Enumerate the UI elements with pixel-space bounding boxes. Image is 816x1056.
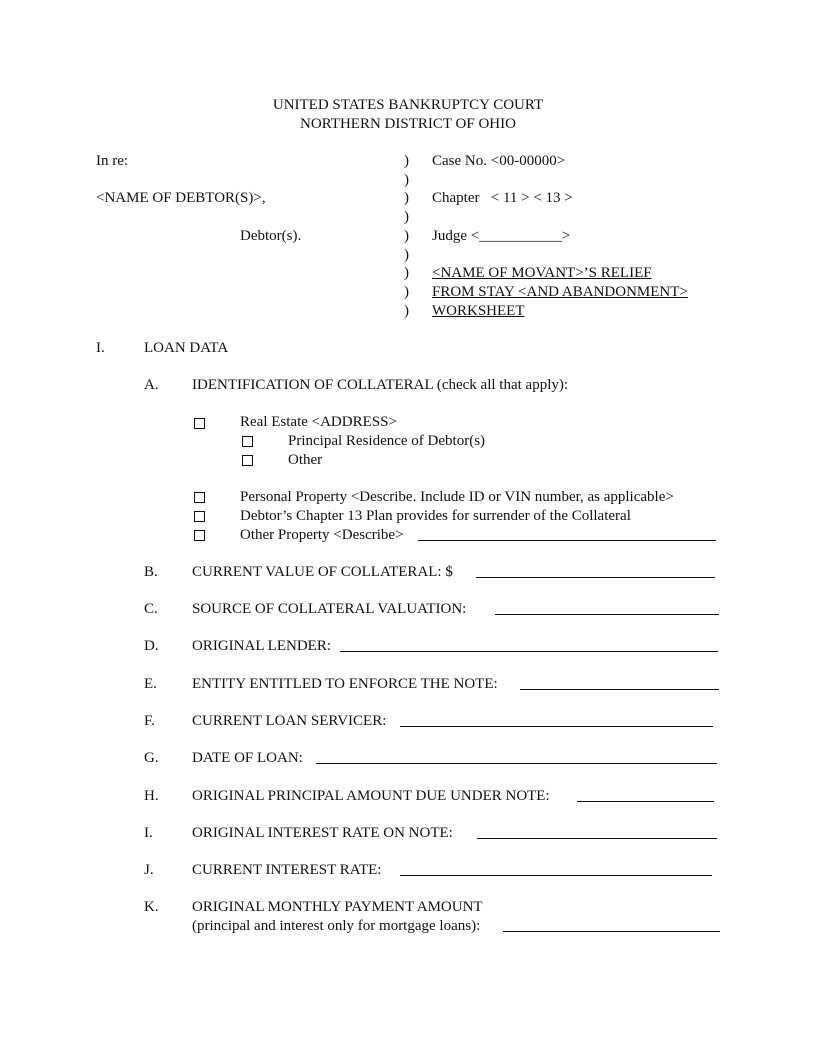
other-property-label: Other Property <Describe> <box>240 527 404 543</box>
collateral-identification-label: IDENTIFICATION OF COLLATERAL (check all that apply): <box>192 377 569 393</box>
monthly-payment-sublabel: (principal and interest only for mortgage loans): <box>192 918 481 934</box>
current-interest-rate-blank[interactable] <box>400 861 712 876</box>
item-letter: C. <box>144 601 158 617</box>
worksheet-title-line-1: <NAME OF MOVANT>’S RELIEF <box>432 265 652 281</box>
monthly-payment-blank[interactable] <box>503 917 720 932</box>
real-estate-checkbox[interactable] <box>194 418 205 429</box>
principal-residence-label: Principal Residence of Debtor(s) <box>288 433 486 449</box>
principal-residence-checkbox[interactable] <box>242 436 253 447</box>
caption-paren: ) <box>404 247 409 263</box>
personal-property-checkbox[interactable] <box>194 492 205 503</box>
loan-date-label: DATE OF LOAN: <box>192 750 303 766</box>
other-real-estate-checkbox[interactable] <box>242 455 253 466</box>
valuation-source-label: SOURCE OF COLLATERAL VALUATION: <box>192 601 467 617</box>
in-re-label: In re: <box>96 153 129 169</box>
other-property-blank[interactable] <box>418 526 716 541</box>
judge: Judge <___________> <box>432 228 571 244</box>
entity-enforce-note-blank[interactable] <box>520 675 719 690</box>
item-letter: K. <box>144 899 159 915</box>
surrender-label: Debtor’s Chapter 13 Plan provides for surrender of the Collateral <box>240 508 631 524</box>
surrender-checkbox[interactable] <box>194 511 205 522</box>
debtor-label: Debtor(s). <box>240 228 302 244</box>
loan-date-blank[interactable] <box>316 749 717 764</box>
item-letter: F. <box>144 713 155 729</box>
section-title: LOAN DATA <box>144 340 229 356</box>
item-letter: H. <box>144 788 159 804</box>
caption-paren: ) <box>404 284 409 300</box>
other-property-checkbox[interactable] <box>194 530 205 541</box>
original-lender-blank[interactable] <box>340 637 718 652</box>
original-lender-label: ORIGINAL LENDER: <box>192 638 332 654</box>
caption-paren: ) <box>404 209 409 225</box>
original-interest-rate-label: ORIGINAL INTEREST RATE ON NOTE: <box>192 825 453 841</box>
loan-servicer-label: CURRENT LOAN SERVICER: <box>192 713 387 729</box>
principal-amount-blank[interactable] <box>577 787 714 802</box>
loan-servicer-blank[interactable] <box>400 712 713 727</box>
personal-property-label: Personal Property <Describe. Include ID or VIN number, as applicable> <box>240 489 674 505</box>
item-letter: G. <box>144 750 159 766</box>
worksheet-title-line-3: WORKSHEET <box>432 303 525 319</box>
court-name: UNITED STATES BANKRUPTCY COURT <box>272 97 544 113</box>
collateral-value-blank[interactable] <box>476 563 715 578</box>
chapter: Chapter < 11 > < 13 > <box>432 190 573 206</box>
item-letter: E. <box>144 676 157 692</box>
caption-paren: ) <box>404 153 409 169</box>
valuation-source-blank[interactable] <box>495 600 719 615</box>
real-estate-label: Real Estate <ADDRESS> <box>240 414 397 430</box>
caption-paren: ) <box>404 228 409 244</box>
district-name: NORTHERN DISTRICT OF OHIO <box>300 116 516 132</box>
worksheet-title-line-2: FROM STAY <AND ABANDONMENT> <box>432 284 688 300</box>
principal-amount-label: ORIGINAL PRINCIPAL AMOUNT DUE UNDER NOTE: <box>192 788 550 804</box>
current-interest-rate-label: CURRENT INTEREST RATE: <box>192 862 382 878</box>
other-real-estate-label: Other <box>288 452 323 468</box>
entity-enforce-note-label: ENTITY ENTITLED TO ENFORCE THE NOTE: <box>192 676 498 692</box>
item-letter: D. <box>144 638 159 654</box>
item-letter: B. <box>144 564 158 580</box>
item-letter: A. <box>144 377 159 393</box>
item-letter: J. <box>144 862 154 878</box>
caption-paren: ) <box>404 303 409 319</box>
debtor-name: <NAME OF DEBTOR(S)>, <box>96 190 266 206</box>
original-interest-rate-blank[interactable] <box>477 824 717 839</box>
caption-paren: ) <box>404 190 409 206</box>
caption-paren: ) <box>404 172 409 188</box>
item-letter: I. <box>144 825 153 841</box>
section-number: I. <box>96 340 105 356</box>
monthly-payment-label: ORIGINAL MONTHLY PAYMENT AMOUNT <box>192 899 483 915</box>
case-number: Case No. <00-00000> <box>432 153 566 169</box>
collateral-value-label: CURRENT VALUE OF COLLATERAL: $ <box>192 564 453 580</box>
caption-paren: ) <box>404 265 409 281</box>
